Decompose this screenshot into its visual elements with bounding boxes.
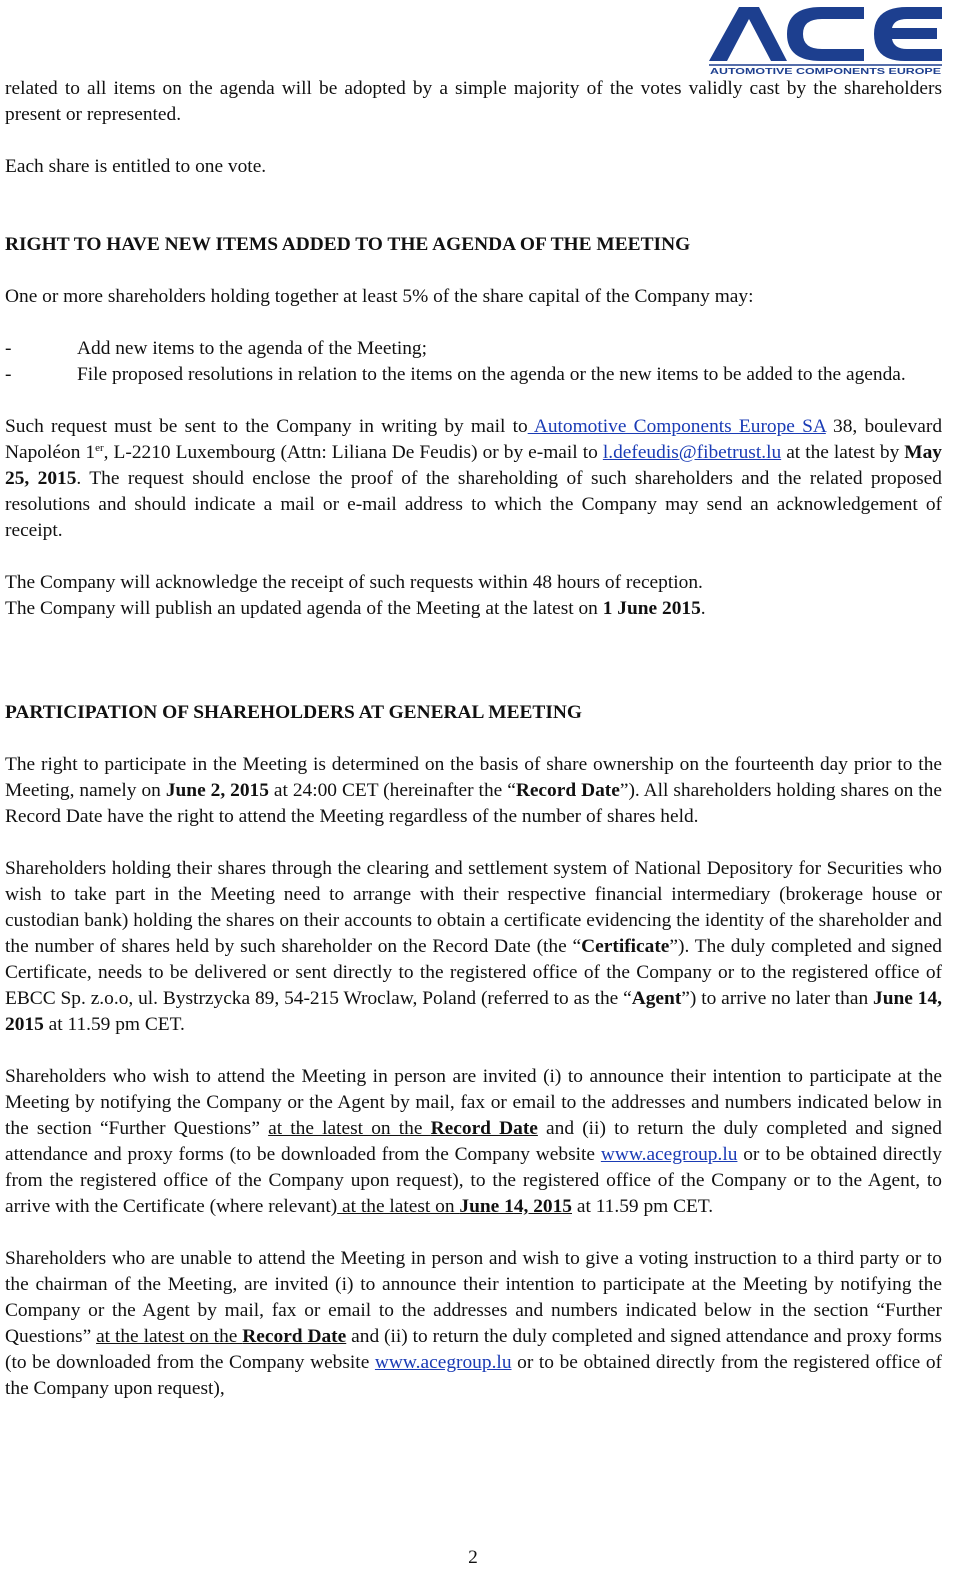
attend-in-person-paragraph: Shareholders who wish to attend the Meeting in person are invited (i) to announce their intention to participate at the Meeting by notifying the Company or the Agent by mail, fax or email to the addresses and numbers indicated below in the section “Further Questions” at the latest on the Record Date and (ii) to return the duly completed and signed attendance and proxy forms (to be downloaded from the Company website www.acegroup.lu or to be obtained directly from the registered office of the Company upon request), to the registered office of the Company or to the Agent, to arrive with the Certificate (where relevant) at the latest on June 14, 2015 at 11.59 pm CET. xyxy=(5,1066,942,1217)
company-address: Automotive Components Europe SA xyxy=(527,416,826,437)
request-deadline: May 25, 2015 xyxy=(5,442,942,489)
section-heading-participation: PARTICIPATION OF SHAREHOLDERS AT GENERAL MEETING xyxy=(5,702,582,723)
list-item: - Add new items to the agenda of the Meeting; xyxy=(5,338,428,359)
certificate-paragraph: Shareholders holding their shares through the clearing and settlement system of National Depository for Securities who wish to take part in the Meeting need to arrange with their respective financial intermediary (brokerage house or custodian bank) holding the shares on their accounts to obtain a certificate evidencing the identity of the shareholder and the number of shares held by such shareholder on the Record Date (the “Certificate”). The duly completed and signed Certificate, needs to be delivered or sent directly to the registered office of the Company or to the registered office of EBCC Sp. z.o.o, ul. Bystrzycka 89, 54-215 Wroclaw, Poland (referred to as the “Agent”) to arrive no later than June 14, 2015 at 11.59 pm CET. xyxy=(5,858,942,1035)
vote-paragraph: Each share is entitled to one vote. xyxy=(5,156,267,177)
website-link[interactable]: www.acegroup.lu xyxy=(600,1144,738,1165)
section-heading-new-items: RIGHT TO HAVE NEW ITEMS ADDED TO THE AGENDA OF THE MEETING xyxy=(5,234,691,255)
list-item: - File proposed resolutions in relation to the items on the agenda or the new items to be added to the agenda. xyxy=(5,364,906,385)
request-paragraph: Such request must be sent to the Company in writing by mail to Automotive Components Europe SA 38, boulevard Napoléon 1er, L-2210 Luxembourg (Attn: Liliana De Feudis) or by e-mail to l.defeudis@fibetrust.lu at the latest by May 25, 2015. The request should enclose the proof of the shareholding of such shareholders and the related proposed resolutions and should indicate a mail or e-mail address to which the Company may send an acknowledgement of receipt. xyxy=(5,416,943,541)
document-body xyxy=(5,76,942,1402)
intro-paragraph: related to all items on the agenda will be adopted by a simple majority of the votes validly cast by the shareholders present or represented. xyxy=(5,78,942,125)
ace-logo xyxy=(709,3,943,75)
publish-paragraph: The Company will publish an updated agenda of the Meeting at the latest on 1 June 2015. xyxy=(5,598,706,619)
page-number: 2 xyxy=(468,1547,478,1568)
section1-lead: One or more shareholders holding together at least 5% of the share capital of the Company may: xyxy=(5,286,754,307)
record-date-paragraph: The right to participate in the Meeting is determined on the basis of share ownership on the fourteenth day prior to the Meeting, namely on June 2, 2015 at 24:00 CET (hereinafter the “Record Date”). All shareholders holding shares on the Record Date have the right to attend the Meeting regardless of the number of shares held. xyxy=(5,754,942,827)
acknowledge-paragraph: The Company will acknowledge the receipt of such requests within 48 hours of reception. xyxy=(5,572,703,593)
logo-subtitle: AUTOMOTIVE COMPONENTS EUROPE xyxy=(710,66,942,75)
website-link[interactable]: www.acegroup.lu xyxy=(374,1352,512,1373)
email-link[interactable]: l.defeudis@fibetrust.lu xyxy=(602,442,782,463)
agenda-list xyxy=(5,336,942,388)
proxy-paragraph: Shareholders who are unable to attend the Meeting in person and wish to give a voting instruction to a third party or to the chairman of the Meeting, are invited (i) to announce their intention to participate at the Meeting by notifying the Company or the Agent by mail, fax or email to the addresses and numbers indicated below in the section “Further Questions” at the latest on the Record Date and (ii) to return the duly completed and signed attendance and proxy forms (to be downloaded from the Company website www.acegroup.lu or to be obtained directly from the registered office of the Company upon request), xyxy=(5,1248,942,1399)
